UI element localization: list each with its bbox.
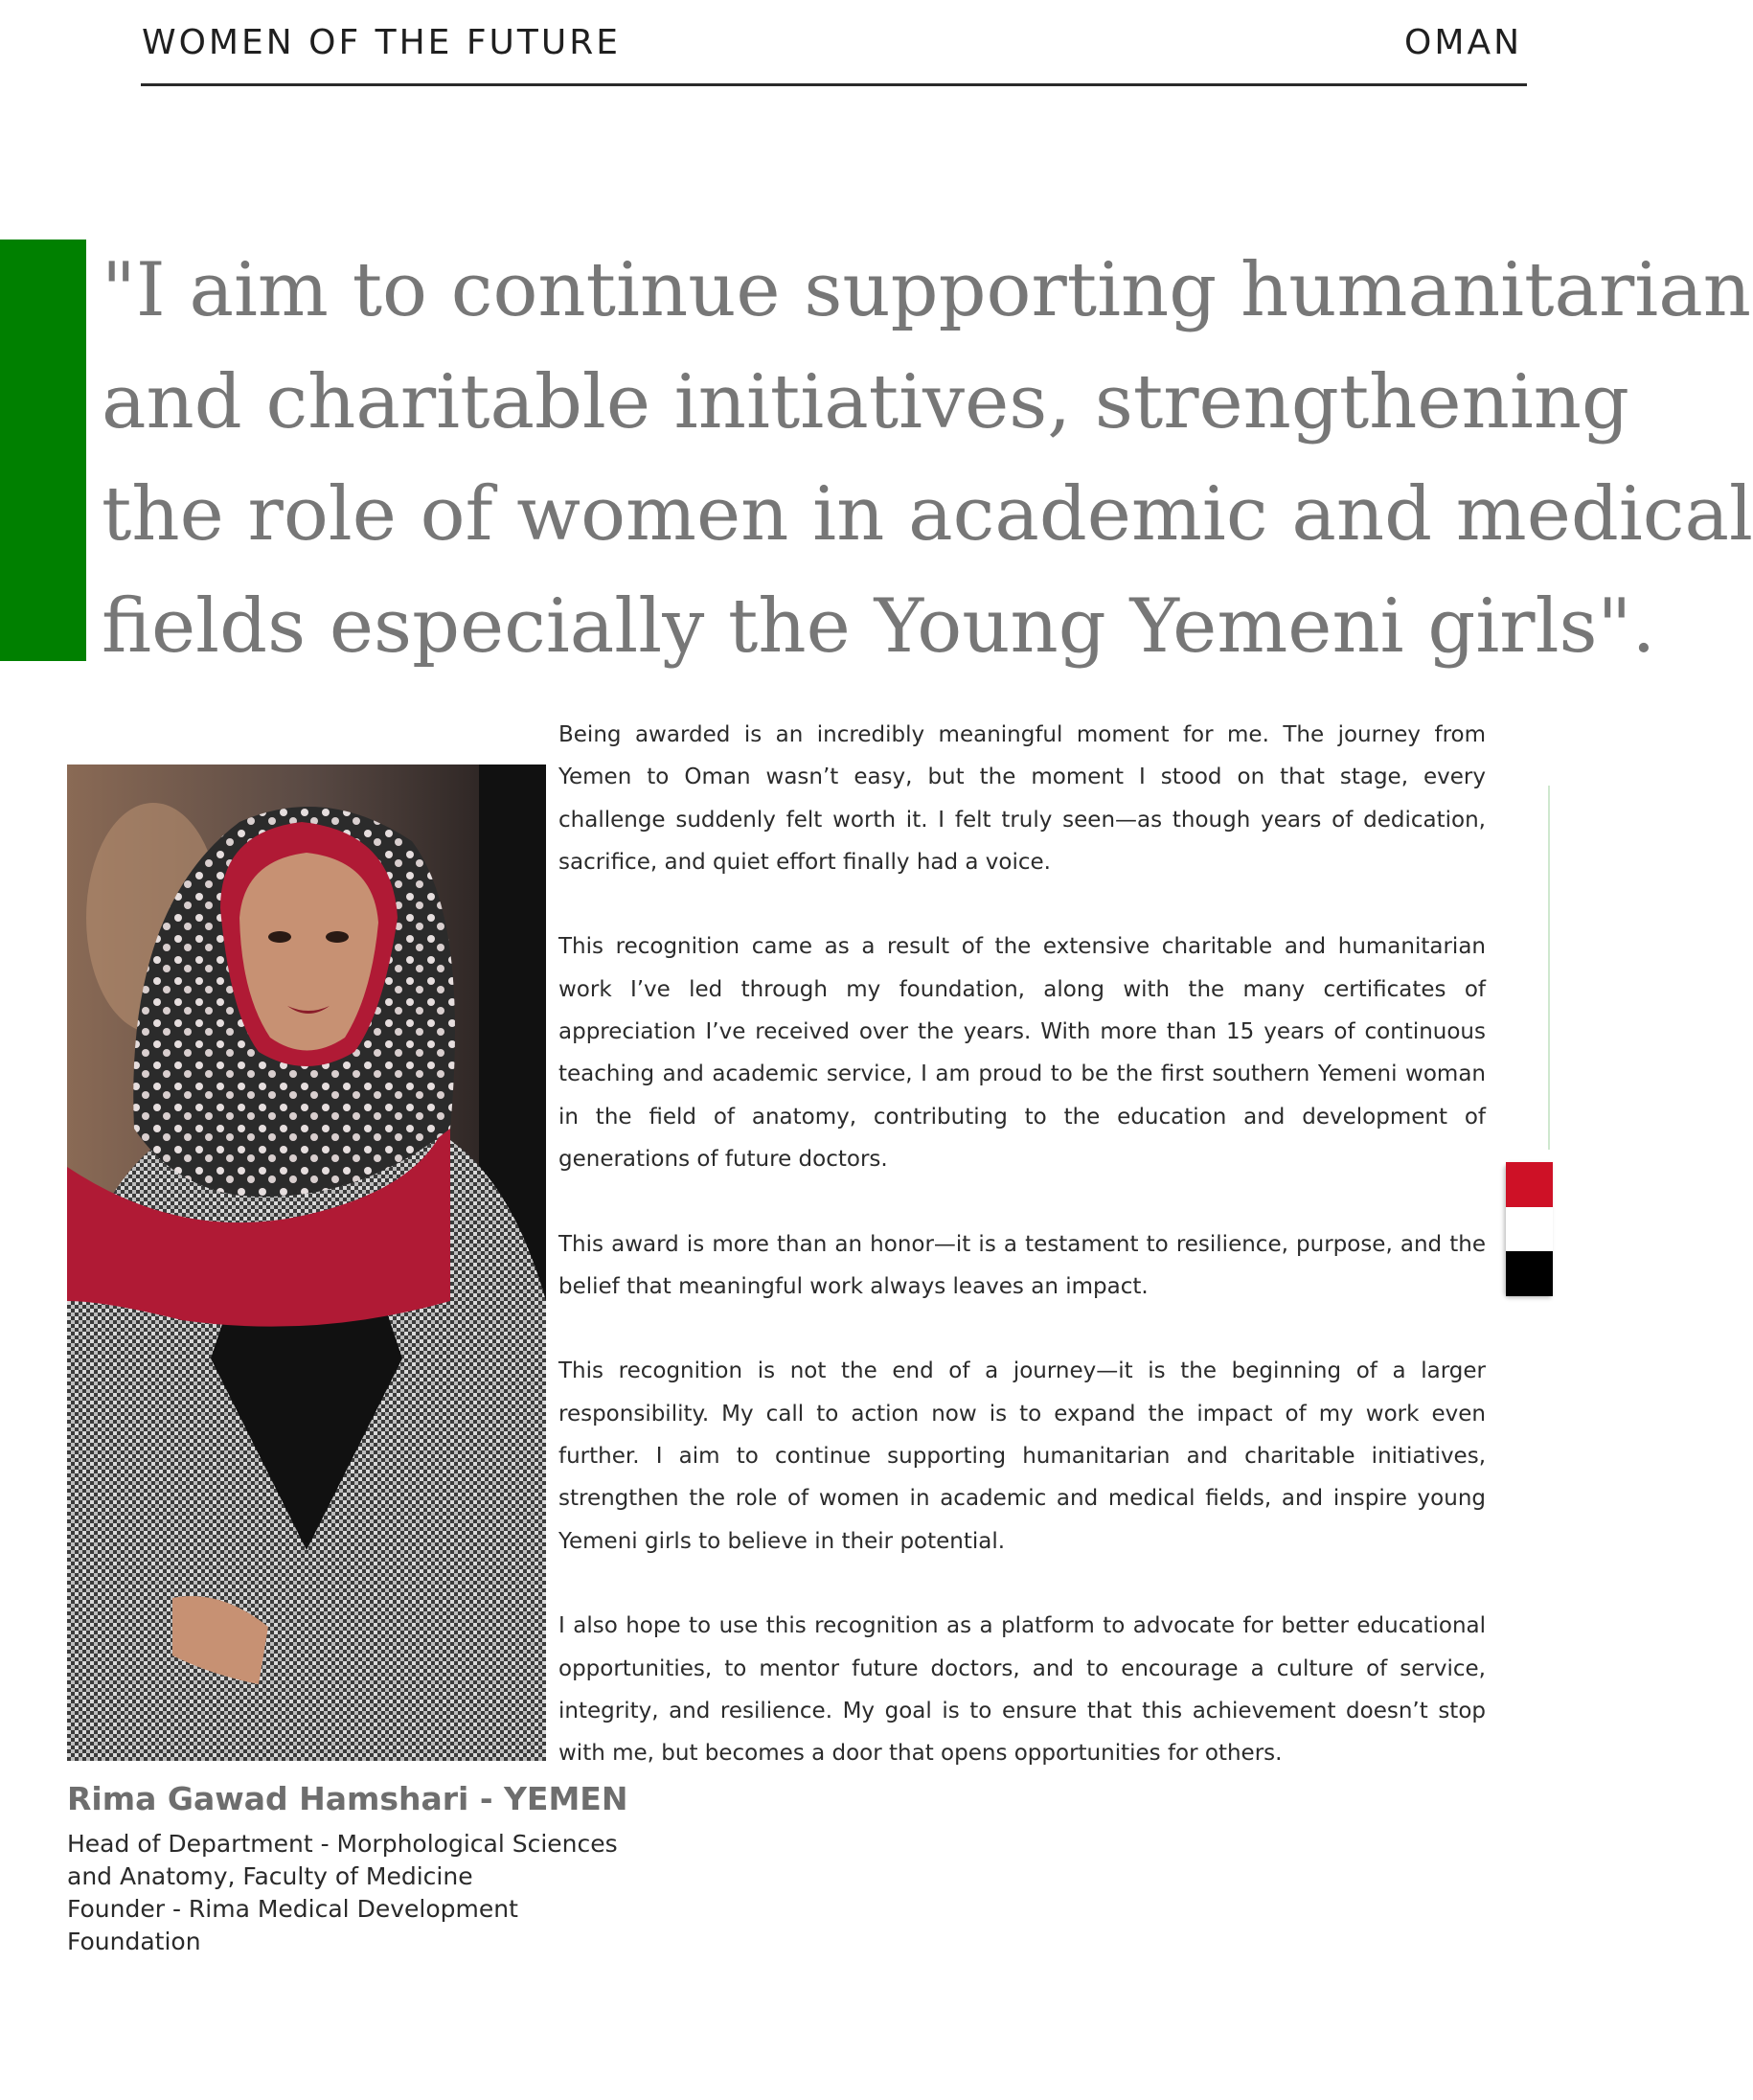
person-role-line: Founder - Rima Medical Development [67,1895,518,1923]
country-label: OMAN [1404,23,1522,62]
article-paragraph: This recognition came as a result of the extensive charitable and humanitarian work I’ve led through my foundation, along with the many certificates of appreciation I’ve received over the years. With more than 15 years of continuous teaching and academic service, I am proud to be the first southern Yemeni woman in the field of anatomy, contributing to the education and development of generations of future doctors. [558,934,1486,1172]
pull-quote-line: "I aim to continue supporting humanitarian [102,247,1751,333]
accent-bar [0,240,86,661]
person-name: Rima Gawad Hamshari - YEMEN [67,1780,628,1817]
article-paragraph: This award is more than an honor—it is a testament to resilience, purpose, and the belief that meaningful work always leaves an impact. [558,1231,1486,1299]
article-paragraph: Being awarded is an incredibly meaningful moment for me. The journey from Yemen to Oman wasn’t easy, but the moment I stood on that stage, every challenge suddenly felt worth it. I felt truly seen—as though years of dedication, sacrifice, and quiet effort finally had a voice. [558,722,1486,875]
yemen-flag-icon [1506,1162,1553,1296]
side-accent-line [1548,786,1550,1150]
header-divider [141,83,1527,86]
person-role-line: Foundation [67,1928,201,1955]
pull-quote-line: the role of women in academic and medical [102,471,1753,558]
article-paragraph: This recognition is not the end of a journey—it is the beginning of a larger responsibility. My call to action now is to expand the impact of my work even further. I aim to continue supporting humanitarian and charitable initiatives, strengthen the role of women in academic and medical fields, and inspire young Yemeni girls to believe in their potential. [558,1358,1486,1554]
flag-stripe-black [1506,1251,1553,1296]
person-role-line: and Anatomy, Faculty of Medicine [67,1862,473,1890]
article-body [558,714,1486,1817]
magazine-title: WOMEN OF THE FUTURE [142,23,622,62]
person-role-line: Head of Department - Morphological Sciences [67,1830,618,1858]
person-role [67,1828,642,1958]
portrait-photo [67,765,546,1761]
pull-quote-line: and charitable initiatives, strengthening [102,359,1629,445]
portrait-photo-icon [67,765,546,1761]
flag-stripe-red [1506,1162,1553,1207]
article-paragraph: I also hope to use this recognition as a platform to advocate for better educational opportunities, to mentor future doctors, and to encourage a culture of service, integrity, and resilience. My goal is to ensure that this achievement doesn’t stop with me, but becomes a door that opens opportunities for others. [558,1613,1486,1767]
pull-quote-line: fields especially the Young Yemeni girls". [102,583,1656,670]
pull-quote [102,235,1753,683]
flag-stripe-white [1506,1207,1553,1252]
